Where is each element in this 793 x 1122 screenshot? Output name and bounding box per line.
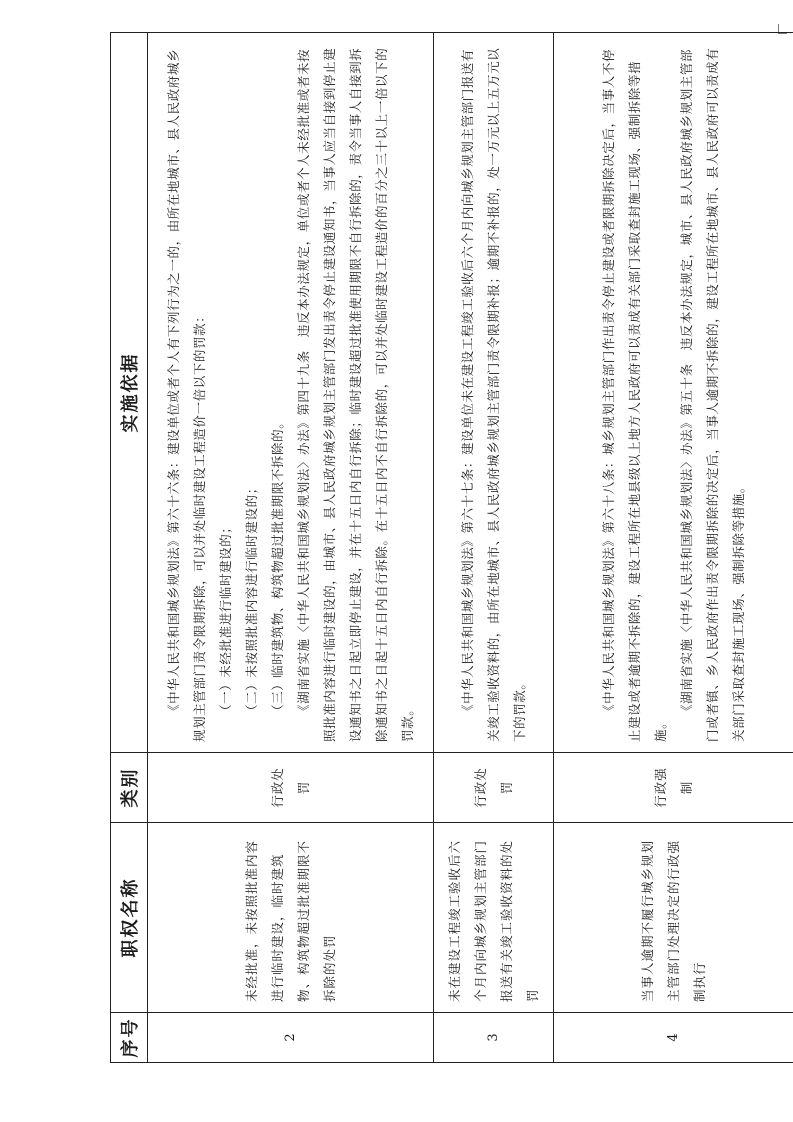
- row-basis: [434, 33, 554, 753]
- header-category: 类别: [111, 753, 148, 823]
- basis-paragraph: 《湖南省实施〈中华人民共和国城乡规划法〉办法》第四十九条 违反本办法规定，单位或者个人未经批准或者未按照批准内容进行临时建设的，由城市、县人民政府城乡规划主管部门发出责令停止建设通知书，当事人应当自接到停止建设通知书之日起立即停止建设，并在十五日内自行拆除；临时建设超过批准使用期限不自行拆除的，责令当事人自接到拆除通知书之日起十五日内自行拆除。在十五日内不自行拆除的，可以并处临时建设工程造价的百分之三十以上一倍以下的罚款。: [295, 47, 415, 742]
- basis-paragraph: 《湖南省实施〈中华人民共和国城乡规划法〉办法》第五十条 违反本办法规定，城市、县人民政府城乡规划主管部门或者镇、乡人民政府作出责令限期拆除的决定后，当事人逾期不拆除的，建设工程所在地城市、县人民政府可以责成有关部门采取查封施工现场、强制拆除等措施。: [678, 47, 746, 742]
- row-name: 未经批准，未按照批准内容进行临时建设，临时建筑物、构筑物超过批准期限不拆除的处罚: [148, 823, 434, 1013]
- basis-paragraph: （一）未经批准进行临时建设的；: [217, 520, 233, 717]
- header-name: 职权名称: [111, 823, 148, 1013]
- header-index: 序号: [111, 1013, 148, 1063]
- row-name: 未在建设工程竣工验收后六个月内向城乡规划主管部门报送有关竣工验收资料的处罚: [434, 823, 554, 1013]
- row-index: 4: [554, 1013, 793, 1063]
- basis-paragraph: （三）临时建筑物、构筑物超过批准期限不拆除的。: [269, 415, 285, 717]
- table-header-row: [111, 33, 148, 1063]
- row-index: 2: [148, 1013, 434, 1063]
- basis-paragraph: 《中华人民共和国城乡规划法》第六十八条：城乡规划主管部门作出责令停止建设或者限期拆除决定后，当事人不停止建设或者逾期不拆除的，建设工程所在地县级以上地方人民政府可以责成有关部门采取查封施工现场、强制拆除等措施。: [600, 48, 668, 742]
- row-basis: [554, 33, 793, 753]
- row-category: 行政处罚: [148, 753, 434, 823]
- authority-table: [110, 32, 793, 1063]
- table-row: [434, 33, 554, 1063]
- basis-paragraph: 《中华人民共和国城乡规划法》第六十七条：建设单位未在建设工程竣工验收后六个月内向城乡规划主管部门报送有关竣工验收资料的，由所在地城市、县人民政府城乡规划主管部门责令限期补报；逾期不补报的，处一万元以上五万元以下的罚款。: [459, 47, 527, 742]
- row-basis: [148, 33, 434, 753]
- header-basis: 实施依据: [111, 33, 148, 753]
- rotated-table-wrapper: [110, 33, 790, 1063]
- row-name: 当事人逾期不履行城乡规划主管部门处理决定的行政强制执行: [554, 823, 793, 1013]
- row-index: 3: [434, 1013, 554, 1063]
- basis-paragraph: 《中华人民共和国城乡规划法》第六十六条：建设单位或者个人有下列行为之一的，由所在地城市、县人民政府城乡规划主管部门责令限期拆除，可以并处临时建设工程造价一倍以下的罚款：: [165, 48, 207, 742]
- table-row: [554, 33, 793, 1063]
- row-category: 行政强制: [554, 753, 793, 823]
- table-row: [148, 33, 434, 1063]
- row-category: 行政处罚: [434, 753, 554, 823]
- basis-paragraph: （二）未按照批准内容进行临时建设的；: [243, 481, 259, 717]
